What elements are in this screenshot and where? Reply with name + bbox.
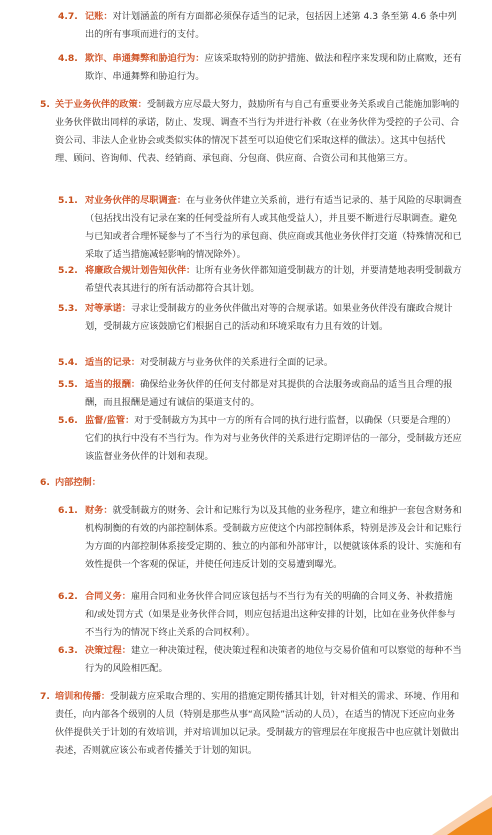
clause-number: 4.7. [58,11,78,22]
clause-heading: 对等承诺： [85,303,131,314]
section-text: 受制裁方应尽最大努力，鼓励所有与自己有重要业务关系或自己能施加影响的业务伙伴做出同样的承诺，防止、发现、调查不当行为并进行补救（在业务伙伴为受控的子公司、合资公司、非法人企业协会或类似实体的情况下甚至可以迫使它们采取这样的做法）。这其中包括代理、顾问、咨询师、代表、经销商、承包商、分包商、供应商、合资公司和其他第三方。 [55,99,460,164]
clause-number: 5.5. [58,379,78,390]
section-6 [40,474,460,492]
corner-swoosh-decoration [412,785,492,835]
section-heading: 培训和传播： [55,691,111,702]
clause-text: 就受制裁方的财务、会计和记账行为以及其他的业务程序，建立和维护一套包含财务和机构制衡的有效的内部控制体系。受制裁方应使这个内部控制体系，特别是涉及会计和记账行为方面的内部控制体系接受定期的、独立的内部和外部审计，以便就该体系的设计、实施和有效性提供一个客观的保证，并使任何违反计划的交易遭到曝光。 [85,505,462,570]
clause-text: 对受制裁方与业务伙伴的关系进行全面的记录。 [140,357,334,368]
clause-number: 5.2. [58,265,78,276]
clause-heading: 记账： [85,11,113,22]
clause-6-3 [58,642,464,678]
clause-number: 6.3. [58,645,78,656]
clause-5-4 [58,354,464,372]
clause-number: 6.2. [58,591,78,602]
clause-text: 雇用合同和业务伙伴合同应该包括与不当行为有关的明确的合同义务、补救措施和/或处罚方式（如果是业务伙伴合同，则应包括退出这种安排的计划，比如在业务伙伴参与不当行为的情况下终止关系的合同权利）。 [85,591,456,638]
clause-5-6 [58,412,464,466]
clause-5-3 [58,300,464,336]
clause-number: 5.4. [58,357,78,368]
section-7 [40,688,460,760]
clause-number: 4.8. [58,53,78,64]
clause-heading: 决策过程： [85,645,131,656]
clause-6-2 [58,588,464,642]
clause-6-1 [58,502,464,574]
clause-4-8 [58,50,464,86]
clause-text: 在与业务伙伴建立关系前，进行有适当记录的、基于风险的尽职调查（包括找出没有记录在案的任何受益所有人或其他受益人），并且要不断进行尽职调查。避免与已知或者合理怀疑参与了不当行为的承包商、供应商或其他业务伙伴打交道（特殊情况和已采取了适当措施减轻影响的情况除外）。 [85,195,462,260]
section-number: 5. [40,99,50,110]
section-number: 6. [40,477,50,488]
clause-text: 建立一种决策过程，使决策过程和决策者的地位与交易价值和可以察觉的每种不当行为的风险相匹配。 [85,645,462,674]
clause-4-7 [58,8,464,44]
clause-text: 对于受制裁方为其中一方的所有合同的执行进行监督，以确保（只要是合理的）它们的执行中没有不当行为。作为对与业务伙伴的关系进行定期评估的一部分，受制裁方还应该监督业务伙伴的计划和表现。 [85,415,462,462]
clause-heading: 合同义务： [85,591,131,602]
clause-text: 应该采取特别的防护措施、做法和程序来发现和防止腐败，还有欺诈、串通舞弊和胁迫行为。 [85,53,462,82]
section-5 [40,96,460,168]
clause-text: 确保给业务伙伴的任何支付都是对其提供的合法服务或商品的适当且合理的报酬，而且报酬是通过有诚信的渠道支付的。 [85,379,453,408]
clause-heading: 将廉政合规计划告知伙伴： [85,265,196,276]
section-text: 受制裁方应采取合理的、实用的措施定期传播其计划，针对相关的需求、环境、作用和责任，向内部各个级别的人员（特别是那些从事“高风险”活动的人员），在适当的情况下还应向业务伙伴提供关于计划的有效培训，并对培训加以记录。受制裁方的管理层在年度报告中也应就计划做出表述，否则就应该公布或者传播关于计划的知识。 [55,691,460,756]
section-number: 7. [40,691,50,702]
clause-text: 寻求让受制裁方的业务伙伴做出对等的合规承诺。如果业务伙伴没有廉政合规计划，受制裁方应该鼓励它们根据自己的活动和环境采取有力且有效的计划。 [85,303,453,332]
clause-heading: 适当的记录： [85,357,141,368]
clause-text: 对计划涵盖的所有方面都必须保存适当的记录，包括因上述第 4.3 条至第 4.6 条中列出的所有事项而进行的支付。 [85,11,457,40]
clause-5-1 [58,192,464,264]
section-heading: 关于业务伙伴的政策： [55,99,147,110]
clause-heading: 监督/监管： [85,415,135,426]
clause-5-2 [58,262,464,298]
clause-text: 让所有业务伙伴都知道受制裁方的计划，并要清楚地表明受制裁方希望代表其进行的所有活动都符合其计划。 [85,265,462,294]
clause-number: 5.3. [58,303,78,314]
section-heading: 内部控制： [55,477,101,488]
clause-number: 5.6. [58,415,78,426]
clause-heading: 对业务伙伴的尽职调查： [85,195,187,206]
clause-5-5 [58,376,464,412]
clause-heading: 适当的报酬： [85,379,141,390]
clause-number: 5.1. [58,195,78,206]
clause-heading: 欺诈、串通舞弊和胁迫行为： [85,53,205,64]
clause-number: 6.1. [58,505,78,516]
clause-heading: 财务： [85,505,113,516]
